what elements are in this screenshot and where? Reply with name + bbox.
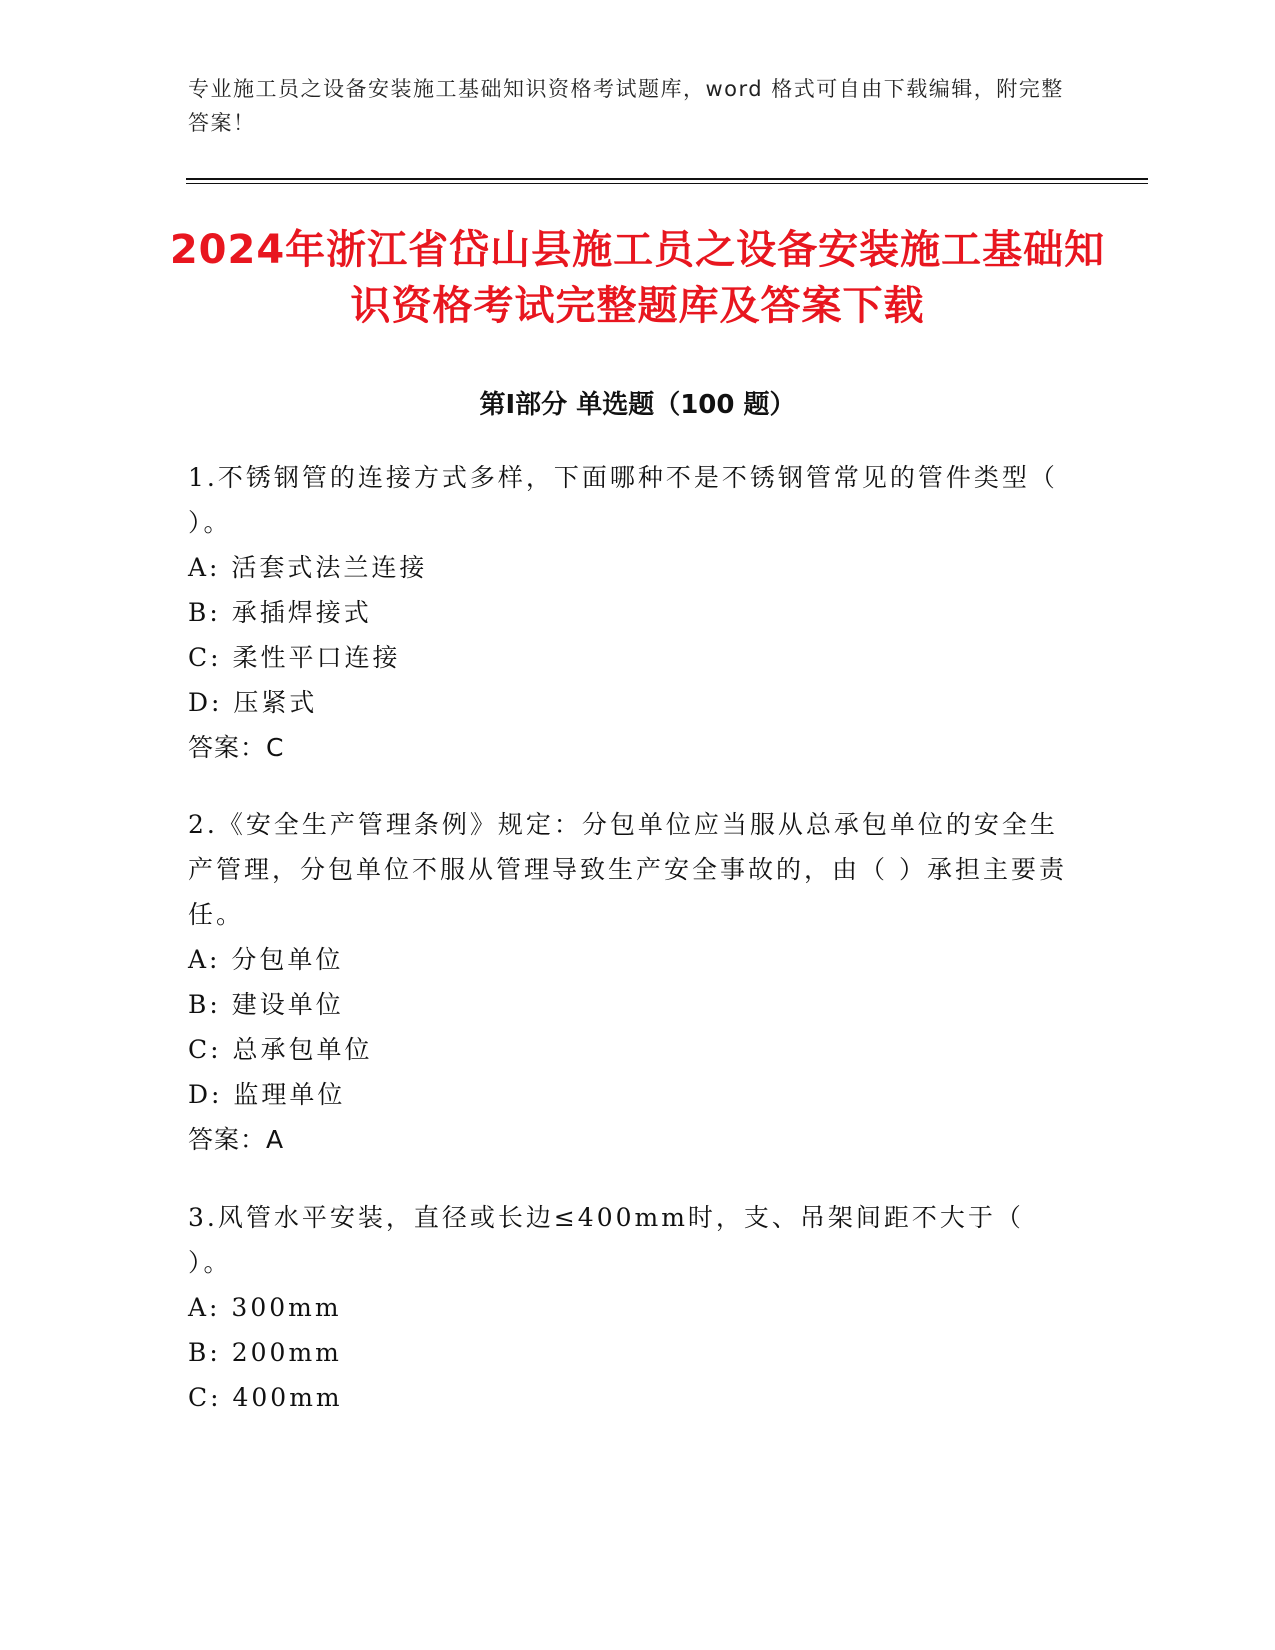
option-d: D: 监理单位 — [188, 1080, 346, 1109]
question-3 — [188, 1195, 1068, 1420]
option-b: B: 200mm — [188, 1338, 342, 1367]
option-a: A: 活套式法兰连接 — [188, 553, 428, 582]
option-d: D: 压紧式 — [188, 688, 318, 717]
option-b: B: 承插焊接式 — [188, 598, 372, 627]
question-text: 3.风管水平安装，直径或长边≤400mm时，支、吊架间距不大于（ ）。 — [188, 1203, 1024, 1277]
option-c: C: 柔性平口连接 — [188, 643, 401, 672]
option-b: B: 建设单位 — [188, 990, 344, 1019]
question-text: 2.《安全生产管理条例》规定：分包单位应当服从总承包单位的安全生产管理，分包单位不服从管理导致生产安全事故的，由（ ）承担主要责任。 — [188, 810, 1067, 929]
answer: 答案：C — [188, 733, 285, 762]
answer: 答案：A — [188, 1125, 285, 1154]
document-title: 2024年浙江省岱山县施工员之设备安装施工基础知识资格考试完整题库及答案下载 — [169, 227, 1106, 329]
header-divider-thin — [186, 183, 1148, 184]
option-c: C: 400mm — [188, 1383, 343, 1412]
option-a: A: 300mm — [188, 1293, 342, 1322]
question-2 — [188, 802, 1068, 1162]
option-a: A: 分包单位 — [188, 945, 344, 974]
header-note: 专业施工员之设备安装施工基础知识资格考试题库，word 格式可自由下载编辑，附完整答案！ — [188, 77, 1064, 135]
header-divider — [186, 178, 1148, 180]
question-1 — [188, 455, 1068, 770]
section-title: 第Ⅰ部分 单选题（100 题） — [479, 390, 796, 420]
question-text: 1.不锈钢管的连接方式多样，下面哪种不是不锈钢管常见的管件类型（ ）。 — [188, 463, 1058, 537]
option-c: C: 总承包单位 — [188, 1035, 373, 1064]
